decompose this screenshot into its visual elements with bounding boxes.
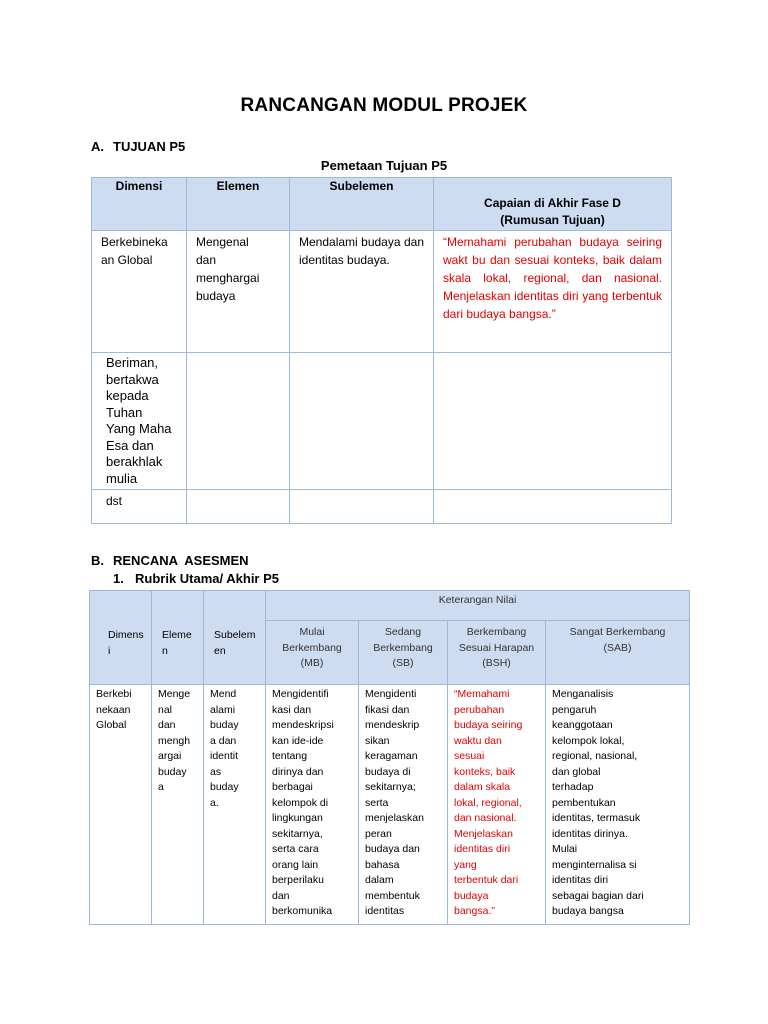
cell-subelemen: Mend alami buday a dan identit as buday a. (204, 685, 266, 925)
cell-subelemen: Mendalami budaya dan identitas budaya. (290, 231, 434, 353)
cell-dimensi: Beriman, bertakwa kepada Tuhan Yang Maha Esa dan berakhlak mulia (92, 353, 187, 490)
header-mb: Mulai Berkembang (MB) (266, 621, 359, 685)
table1-caption: Pemetaan Tujuan P5 (320, 158, 448, 173)
section-a-title: TUJUAN P5 (113, 139, 186, 154)
cell-mb: Mengidentifi kasi dan mendeskripsi kan ide-ide tentang dirinya dan berbagai kelompok di lingkungan sekitarnya, serta cara orang lain berperilaku dan berkomunika (266, 685, 359, 925)
tujuan-table (91, 177, 672, 524)
header-sab: Sangat Berkembang (SAB) (546, 621, 690, 685)
cell-capaian (434, 353, 672, 490)
cell-capaian: “Memahami perubahan budaya seiring wakt bu dan sesuai konteks, baik dalam skala lokal, regional, dan nasional. Menjelaskan identitas diri yang terbentuk dari budaya bangsa.” (434, 231, 672, 353)
table-row (92, 231, 672, 353)
section-a-letter: A. (91, 139, 104, 154)
table-row (92, 353, 672, 490)
cell-dimensi: dst (92, 490, 187, 524)
header-elemen: Elemen (187, 178, 290, 231)
section-b-title: RENCANA ASESMEN (113, 553, 249, 568)
header-elemen: Eleme n (152, 591, 204, 685)
header-bsh: Berkembang Sesuai Harapan (BSH) (448, 621, 546, 685)
section-b-heading (91, 553, 249, 568)
cell-dimensi: Berkebineka an Global (92, 231, 187, 353)
cell-capaian (434, 490, 672, 524)
cell-bsh: “Memahami perubahan budaya seiring waktu dan sesuai konteks, baik dalam skala lokal, regional, dan nasional. Menjelaskan identitas diri yang terbentuk dari budaya bangsa.” (448, 685, 546, 925)
cell-dimensi: Berkebi nekaan Global (90, 685, 152, 925)
rubrik-header-row-1 (90, 591, 690, 621)
subsection-1-heading (113, 571, 279, 586)
cell-subelemen (290, 353, 434, 490)
table-row (92, 490, 672, 524)
header-dimensi: Dimensi (92, 178, 187, 231)
header-subelemen: Subelemen (290, 178, 434, 231)
page-title: RANCANGAN MODUL PROJEK (240, 95, 528, 116)
cell-subelemen (290, 490, 434, 524)
cell-elemen (187, 490, 290, 524)
header-dimensi: Dimens i (90, 591, 152, 685)
table-row (90, 685, 690, 925)
header-subelemen: Subelem en (204, 591, 266, 685)
cell-elemen: Menge nal dan mengh argai buday a (152, 685, 204, 925)
subsection-1-number: 1. (113, 571, 124, 586)
rubrik-table (89, 590, 690, 925)
cell-sab: Menganalisis pengaruh keanggotaan kelompok lokal, regional, nasional, dan global terhadap pembentukan identitas, termasuk identitas dirinya. Mulai menginternalisa si identitas diri sebagai bagian dari budaya bangsa (546, 685, 690, 925)
tujuan-header-row (92, 178, 672, 231)
section-a-heading (91, 139, 185, 154)
subsection-1-title: Rubrik Utama/ Akhir P5 (135, 571, 280, 586)
header-sb: Sedang Berkembang (SB) (359, 621, 448, 685)
cell-elemen: Mengenal dan menghargai budaya (187, 231, 290, 353)
cell-elemen (187, 353, 290, 490)
header-keterangan-nilai: Keterangan Nilai (266, 591, 690, 621)
header-capaian: Capaian di Akhir Fase D (Rumusan Tujuan) (434, 178, 672, 231)
section-b-letter: B. (91, 553, 104, 568)
cell-sb: Mengidenti fikasi dan mendeskrip sikan keragaman budaya di sekitarnya; serta menjelaskan peran budaya dan bahasa dalam membentuk identitas (359, 685, 448, 925)
